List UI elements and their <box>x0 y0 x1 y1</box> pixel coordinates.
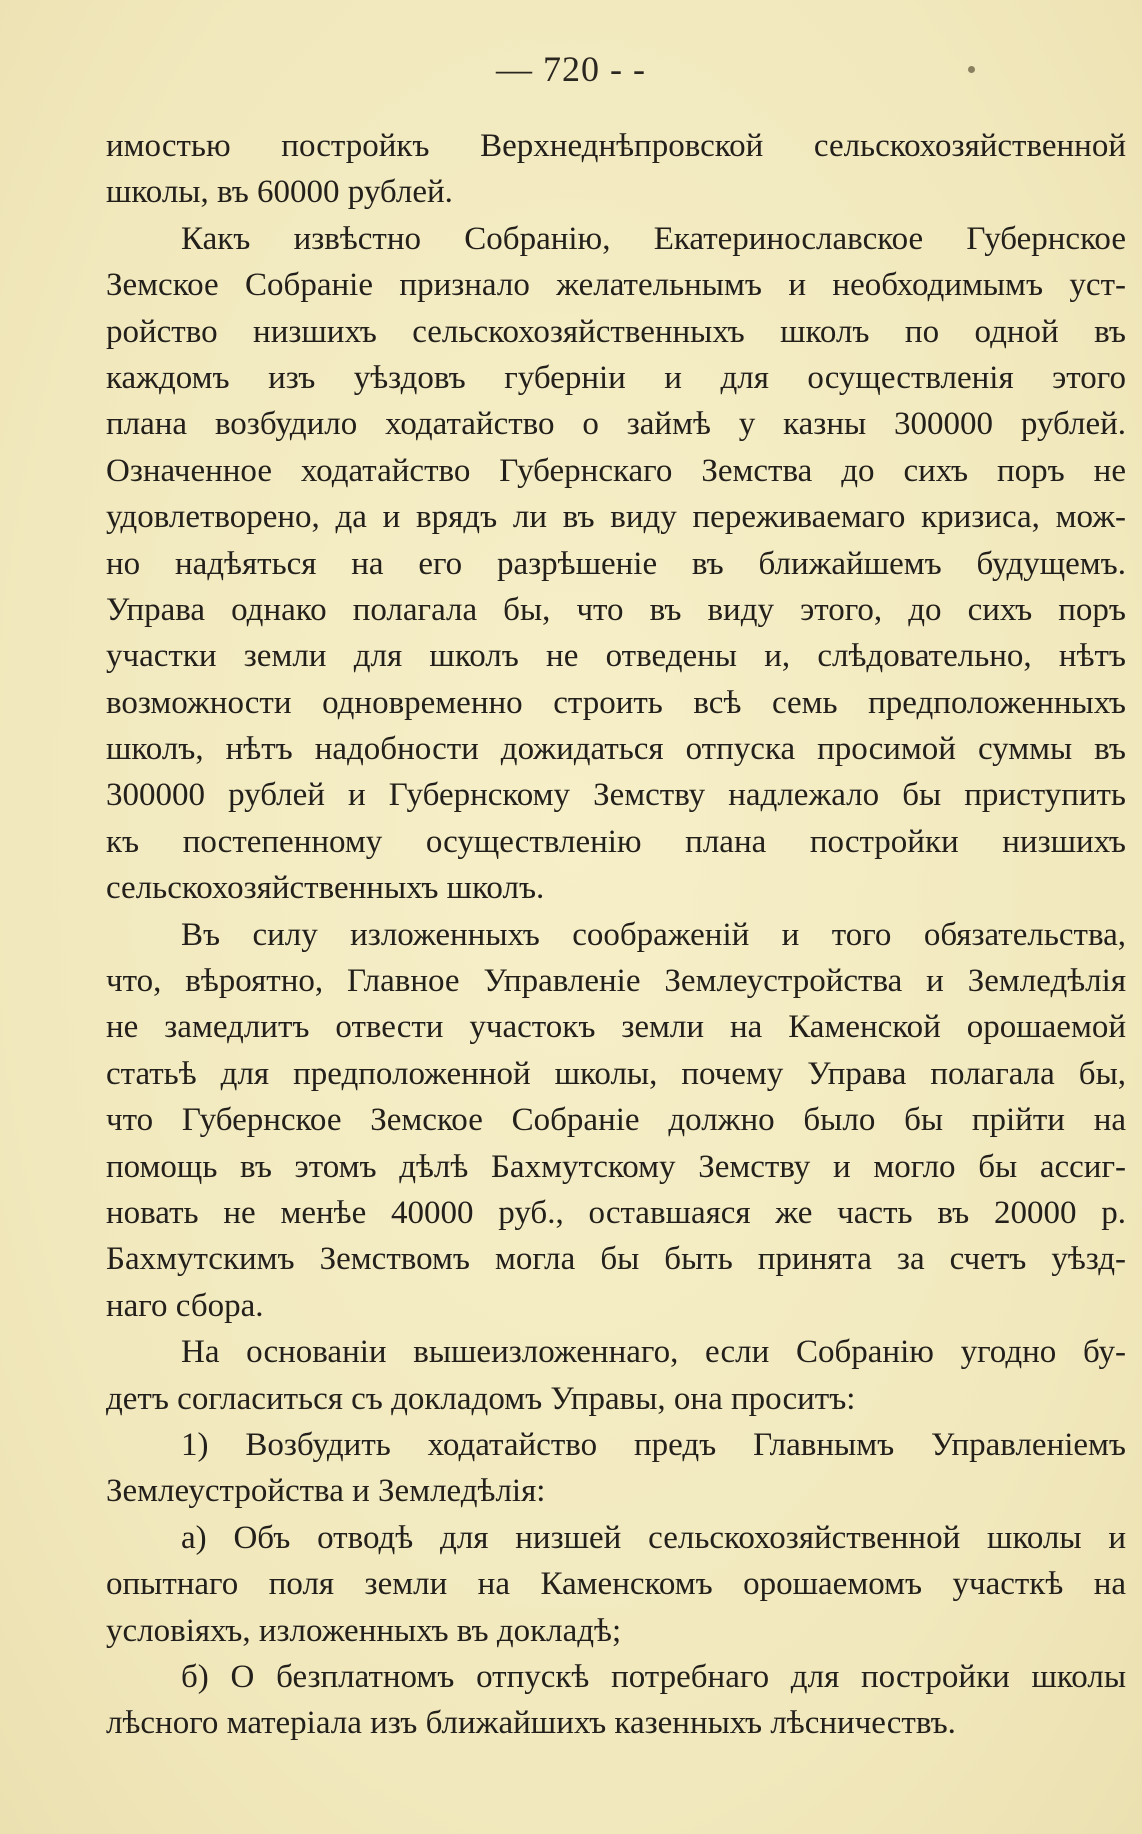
text-line: школъ, нѣтъ надобности дожидаться отпуска просимой суммы въ <box>106 731 1126 768</box>
text-line: Въ силу изложенныхъ соображеній и того обязательства, <box>181 916 1126 953</box>
text-line: Управа однако полагала бы, что въ виду этого, до сихъ поръ <box>106 591 1126 628</box>
text-line: На основаніи вышеизложеннаго, если Собранію угодно бу- <box>181 1334 1126 1371</box>
text-line: плана возбудило ходатайство о займѣ у казны 300000 рублей. <box>106 406 1126 443</box>
text-line: 300000 рублей и Губернскому Земству надлежало бы приступить <box>106 777 1126 814</box>
text-line: что Губернское Земское Собраніе должно было бы прійти на <box>106 1102 1126 1139</box>
text-line: участки земли для школъ не отведены и, слѣдовательно, нѣтъ <box>106 638 1126 675</box>
text-line: наго сбора. <box>106 1287 264 1324</box>
text-line: школы, въ 60000 рублей. <box>106 174 453 211</box>
text-line: условіяхъ, изложенныхъ въ докладѣ; <box>106 1612 622 1649</box>
text-line: но надѣяться на его разрѣшеніе въ ближайшемъ будущемъ. <box>106 545 1126 582</box>
text-line: Бахмутскимъ Земствомъ могла бы быть принята за счетъ уѣзд- <box>106 1241 1126 1278</box>
text-line: къ постепенному осуществленію плана постройки низшихъ <box>106 823 1126 860</box>
text-line: возможности одновременно строить всѣ семь предположенныхъ <box>106 684 1126 721</box>
text-line: сельскохозяйственныхъ школъ. <box>106 870 545 907</box>
text-line: новать не менѣе 40000 руб., оставшаяся же часть въ 20000 р. <box>106 1194 1126 1231</box>
text-line: удовлетворено, да и врядъ ли въ виду переживаемаго кризиса, мож- <box>106 499 1126 536</box>
text-line: Землеустройства и Земледѣлія: <box>106 1473 546 1510</box>
text-line: не замедлитъ отвести участокъ земли на Каменской орошаемой <box>106 1009 1126 1046</box>
text-line: каждомъ изъ уѣздовъ губерніи и для осуществленія этого <box>106 359 1126 396</box>
text-line: Означенное ходатайство Губернскаго Земства до сихъ поръ не <box>106 452 1126 489</box>
text-line: статьѣ для предположенной школы, почему Управа полагала бы, <box>106 1055 1126 1092</box>
body-text <box>106 123 1126 1747</box>
text-line: б) О безплатномъ отпускѣ потребнаго для постройки школы <box>181 1658 1126 1695</box>
text-line: 1) Возбудить ходатайство предъ Главнымъ Управленіемъ <box>181 1426 1126 1463</box>
text-line: имостью постройкъ Верхнеднѣпровской сельскохозяйственной <box>106 128 1126 164</box>
text-line: помощь въ этомъ дѣлѣ Бахмутскому Земству и могло бы ассиг- <box>106 1148 1126 1185</box>
page-number: — 720 - - <box>496 49 646 89</box>
text-line: лѣсного матеріала изъ ближайшихъ казенныхъ лѣсничествъ. <box>106 1705 956 1742</box>
text-line: опытнаго поля земли на Каменскомъ орошаемомъ участкѣ на <box>106 1566 1126 1603</box>
text-line: а) Объ отводѣ для низшей сельскохозяйственной школы и <box>181 1519 1126 1556</box>
text-line: Земское Собраніе признало желательнымъ и необходимымъ уст- <box>106 267 1126 304</box>
text-line: Какъ извѣстно Собранію, Екатеринославское Губернское <box>181 220 1126 257</box>
text-line: что, вѣроятно, Главное Управленіе Землеустройства и Земледѣлія <box>106 963 1126 1000</box>
text-line: детъ согласиться съ докладомъ Управы, она проситъ: <box>106 1380 856 1417</box>
ink-dot <box>968 66 975 73</box>
text-line: ройство низшихъ сельскохозяйственныхъ школъ по одной въ <box>106 313 1126 350</box>
